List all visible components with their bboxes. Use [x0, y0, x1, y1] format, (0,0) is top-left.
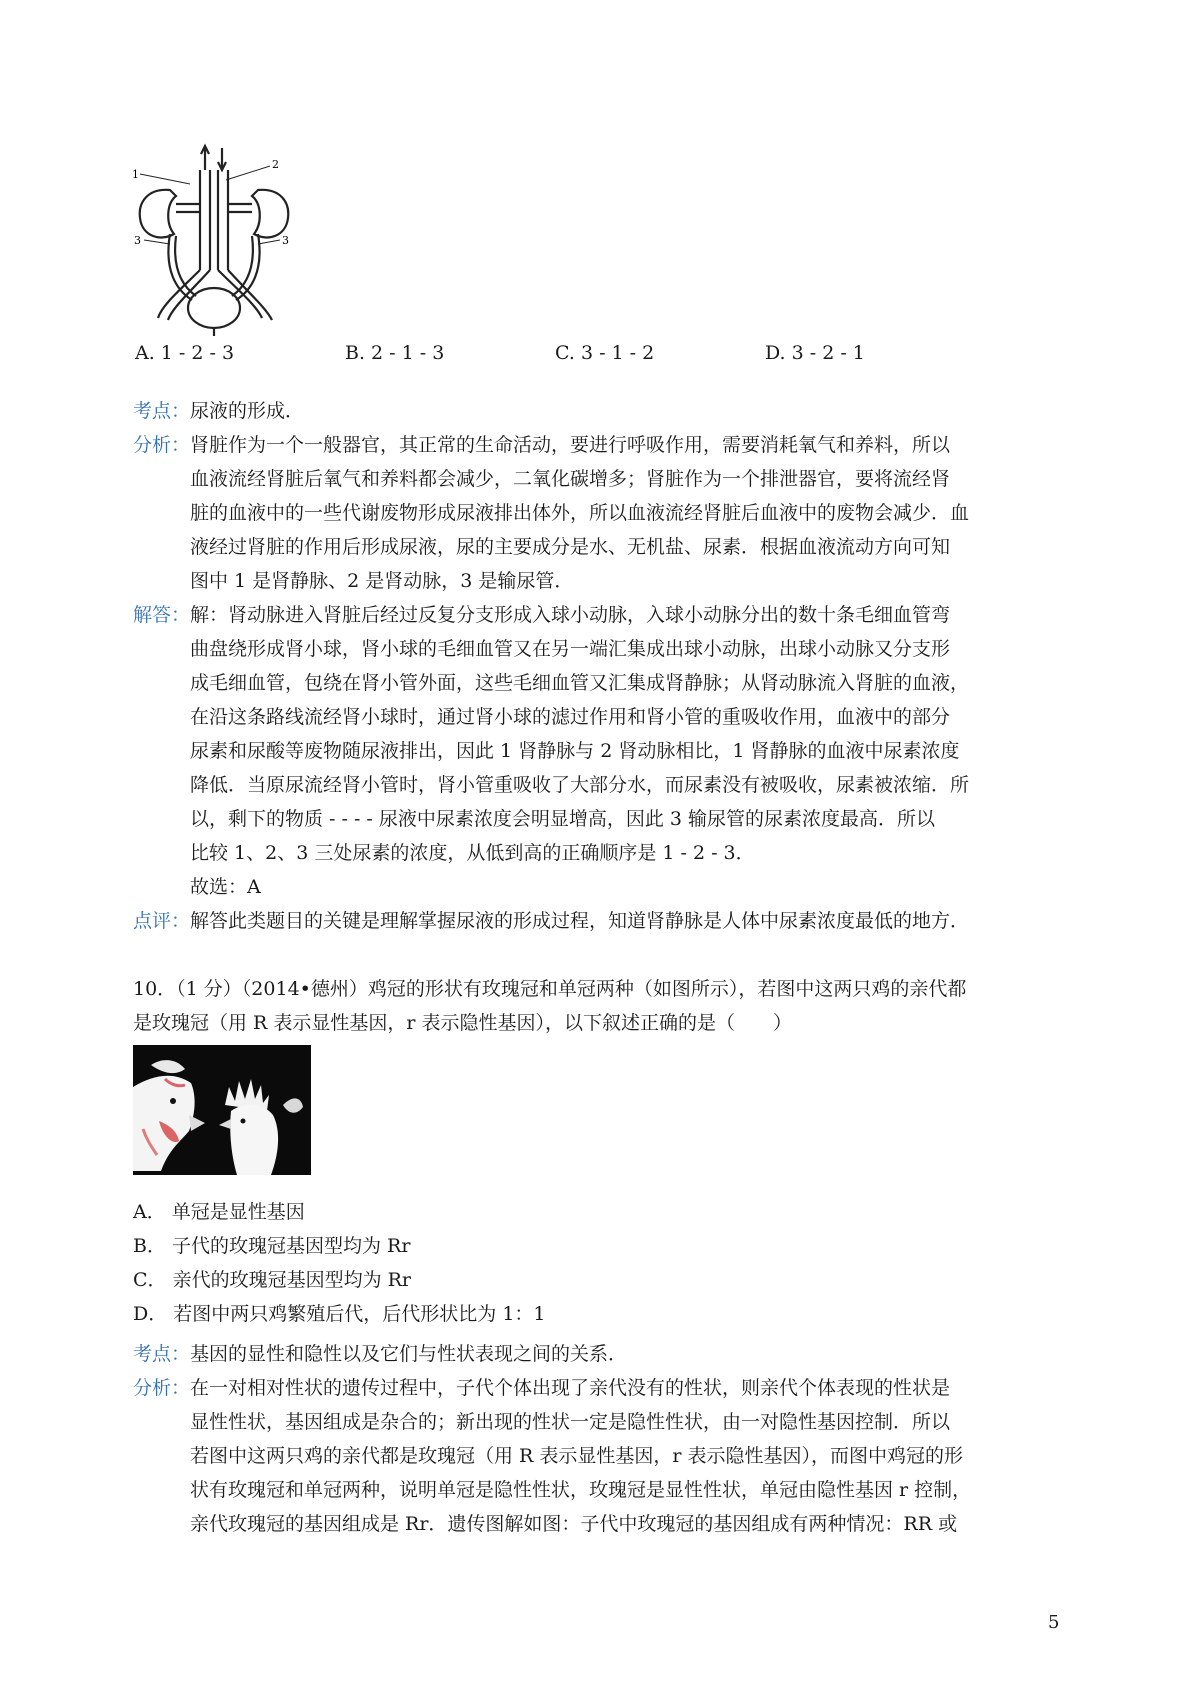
fenxi-line: 脏的血液中的一些代谢废物形成尿液排出体外，所以血液流经肾脏后血液中的废物会减少．血: [190, 502, 970, 524]
q10-option-a: A． 单冠是显性基因: [133, 1201, 305, 1223]
fenxi-line: 液经过肾脏的作用后形成尿液，尿的主要成分是水、无机盐、尿素．根据血液流动方向可知: [190, 536, 951, 558]
q9-jieda: [190, 598, 969, 904]
jieda-line: 比较 1、2、3 三处尿素的浓度，从低到高的正确顺序是 1 - 2 - 3．: [190, 842, 755, 864]
kaodian-text: 基因的显性和隐性以及它们与性状表现之间的关系．: [190, 1343, 628, 1365]
figure-label-3-right: 3: [282, 234, 289, 247]
kidney-diagram: [130, 140, 305, 340]
q9-fenxi: [190, 428, 969, 598]
fenxi-line: 显性性状，基因组成是杂合的；新出现的性状一定是隐性性状，由一对隐性基因控制．所以: [190, 1411, 951, 1433]
q9-dianping: [133, 904, 969, 938]
q10-options: [133, 1195, 546, 1331]
jieda-line: 降低．当原尿流经肾小管时，肾小管重吸收了大部分水，而尿素没有被吸收，尿素被浓缩．所: [190, 774, 970, 796]
kaodian-label: 考点：: [133, 1343, 191, 1365]
jieda-line: 成毛细血管，包绕在肾小管外面，这些毛细血管又汇集成肾静脉；从肾动脉流入肾脏的血液，: [190, 672, 970, 694]
figure-label-1: 1: [132, 168, 139, 181]
kaodian-text: 尿液的形成．: [190, 400, 305, 422]
fenxi-line: 在一对相对性状的遗传过程中，子代个体出现了亲代没有的性状，则亲代个体表现的性状是: [190, 1377, 951, 1399]
q10-stem-line: 10．（1 分）（2014•德州）鸡冠的形状有玫瑰冠和单冠两种（如图所示），若图中这两只鸡的亲代都: [133, 978, 967, 1000]
q10-option-d: D． 若图中两只鸡繁殖后代，后代形状比为 1：1: [133, 1303, 546, 1325]
jieda-line: 解：肾动脉进入肾脏后经过反复分支形成入球小动脉，入球小动脉分出的数十条毛细血管弯: [190, 604, 951, 626]
q10-kaodian: [133, 1337, 627, 1371]
jieda-line: 以，剩下的物质 - - - - 尿液中尿素浓度会明显增高，因此 3 输尿管的尿素浓度最高．所以: [190, 808, 936, 830]
fenxi-line: 图中 1 是肾静脉、2 是肾动脉，3 是输尿管．: [190, 570, 574, 592]
dianping-text: 解答此类题目的关键是理解掌握尿液的形成过程，知道肾静脉是人体中尿素浓度最低的地方．: [190, 910, 970, 932]
q10-fenxi: [190, 1371, 971, 1541]
fenxi-label: 分析：: [133, 434, 191, 456]
jieda-answer: 故选：A: [190, 876, 261, 898]
dianping-label: 点评：: [133, 910, 191, 932]
rooster-photo: [133, 1045, 311, 1175]
option-c: C. 3 - 1 - 2: [555, 342, 655, 364]
q10-stem-line: 是玫瑰冠（用 R 表示显性基因，r 表示隐性基因），以下叙述正确的是（ ）: [133, 1012, 793, 1034]
option-b: B. 2 - 1 - 3: [345, 342, 445, 364]
jieda-label: 解答：: [133, 604, 191, 626]
page-number: 5: [1048, 1612, 1060, 1633]
q9-kaodian: [133, 394, 304, 428]
fenxi-line: 状有玫瑰冠和单冠两种，说明单冠是隐性性状，玫瑰冠是显性性状，单冠由隐性基因 r 控制，: [190, 1479, 972, 1501]
jieda-line: 曲盘绕形成肾小球，肾小球的毛细血管又在另一端汇集成出球小动脉，出球小动脉又分支形: [190, 638, 951, 660]
fenxi-line: 若图中这两只鸡的亲代都是玫瑰冠（用 R 表示显性基因，r 表示隐性基因），而图中鸡冠的形: [190, 1445, 964, 1467]
jieda-line: 尿素和尿酸等废物随尿液排出，因此 1 肾静脉与 2 肾动脉相比，1 肾静脉的血液中尿素浓度: [190, 740, 960, 762]
fenxi-label: 分析：: [133, 1377, 191, 1399]
q10-stem: [133, 972, 966, 1040]
figure-label-2: 2: [272, 158, 279, 171]
fenxi-line: 亲代玫瑰冠的基因组成是 Rr．遗传图解如图：子代中玫瑰冠的基因组成有两种情况：RR 或: [190, 1513, 958, 1535]
q10-option-c: C． 亲代的玫瑰冠基因型均为 Rr: [133, 1269, 412, 1291]
figure-label-3-left: 3: [134, 234, 141, 247]
fenxi-line: 肾脏作为一个一般器官，其正常的生命活动，要进行呼吸作用，需要消耗氧气和养料，所以: [190, 434, 951, 456]
q10-option-b: B． 子代的玫瑰冠基因型均为 Rr: [133, 1235, 411, 1257]
option-d: D. 3 - 2 - 1: [765, 342, 865, 364]
fenxi-line: 血液流经肾脏后氧气和养料都会减少，二氧化碳增多；肾脏作为一个排泄器官，要将流经肾: [190, 468, 951, 490]
option-a: A. 1 - 2 - 3: [135, 342, 235, 364]
jieda-line: 在沿这条路线流经肾小球时，通过肾小球的滤过作用和肾小管的重吸收作用，血液中的部分: [190, 706, 951, 728]
kaodian-label: 考点：: [133, 400, 191, 422]
